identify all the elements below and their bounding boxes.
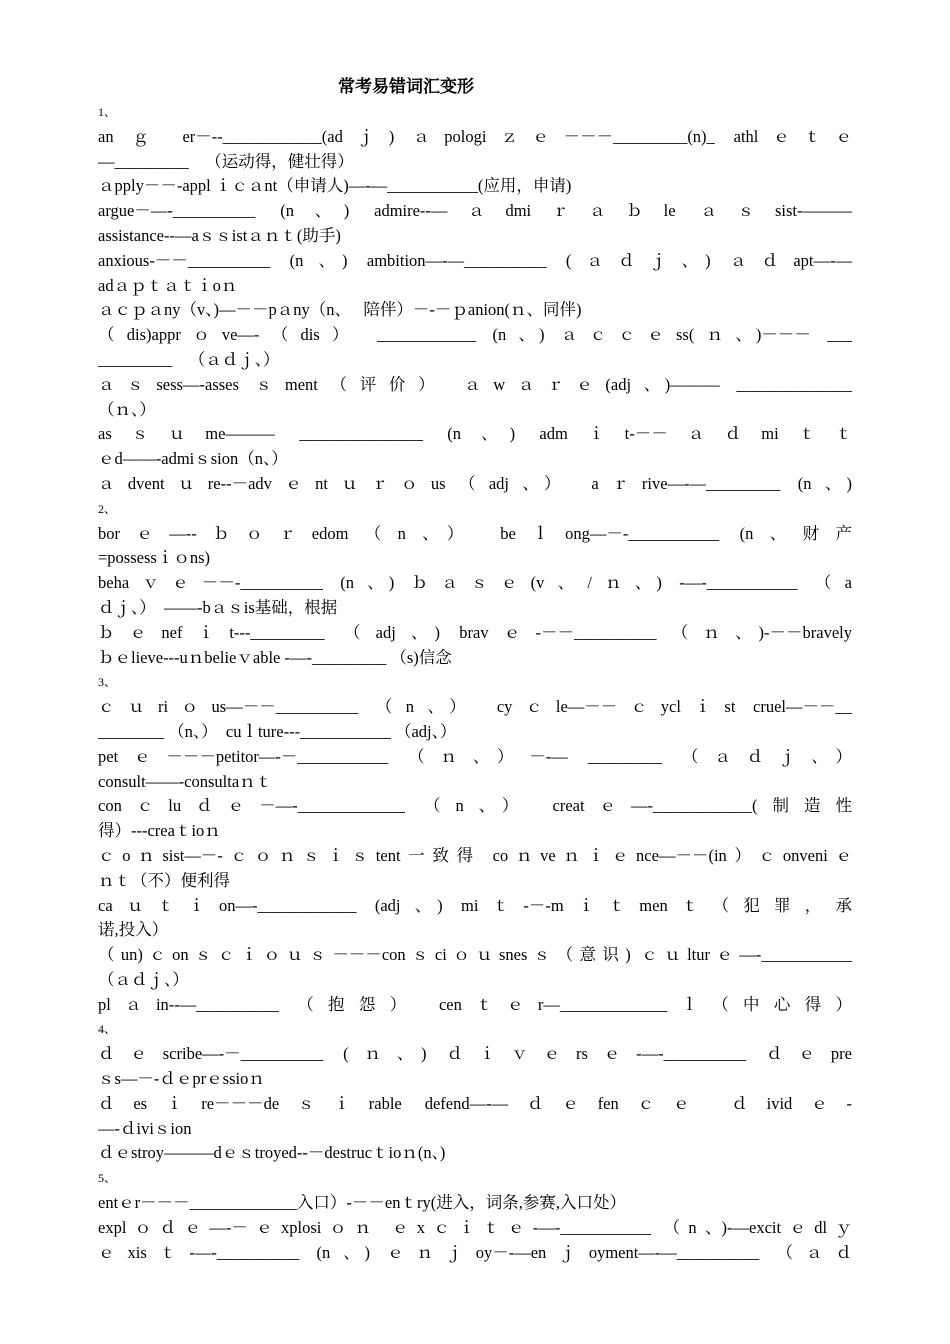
page-title: 常考易错词汇变形 [338, 77, 474, 96]
text-line: ｂｅlieve---uｎbelieｖable -—-_________ （s)信念 [98, 647, 452, 667]
text-line: =possessｉｏns) [98, 548, 210, 568]
text-line: （ｎ、） [98, 399, 156, 419]
text-line: argue－—-__________ (n、) admire--—ａdmiｒａｂle ａｓsist-——— [98, 201, 852, 221]
text-line: conｃluｄｅ－—-_____________ （n、） creatｅ—-____________(制造性 [98, 796, 852, 816]
text-line: ａｃｐａny（v、)—－－pａny（n、 陪伴）－-－ｐanion(ｎ、同伴) [98, 300, 582, 320]
text-line: explｏｄｅ—-－ｅxplosiｏｎ ｅxｃｉｔｅ-—-___________ （n、)-—excitｅdlｙ [98, 1217, 852, 1237]
text-line: petｅ－－－petitor—-－___________ （ｎ、）－-— _________ （ａｄｊ、） [98, 746, 852, 766]
section-number: 4、 [98, 1022, 117, 1037]
text-line: ｃoｎsist—－-ｃｏｎｓｉｓtent一致得 coｎveｎｉｅnce—－－(in）ｃonveniｅ [98, 845, 852, 865]
text-line: ａpply－－-appl ｉｃａnt（申请人)—-—___________(应用，申请) [98, 176, 572, 196]
document-page [98, 74, 852, 1274]
text-line: caｕｔｉon—-____________ (adj、) miｔ-－-mｉｔmenｔ（犯罪，承 [98, 895, 852, 915]
text-line: ｄｅscribe—-－__________ (ｎ、) ｄｉｖｅrsｅ-—-__________ ｄｅpre [98, 1044, 852, 1064]
text-line: —-ｄiviｓion [98, 1118, 192, 1138]
text-line: ｄesｉre－－－deｓｉrable defend—-—ｄｅfenｃｅ ｄividｅ- [98, 1093, 852, 1113]
text-line: ｓs—－-ｄｅprｅssioｎ [98, 1069, 265, 1089]
text-line: 得）---creaｔioｎ [98, 821, 221, 841]
text-line: anxious-－－__________ (n、) ambition—-—__________ (ａｄｊ、) ａｄapt—-— [98, 250, 852, 270]
text-line: （un)ｃonｓｃｉｏｕｓ－－－conｓciｏｕsnesｓ（意识) ｃｕlturｅ—-___________ [98, 945, 852, 965]
text-line: ｅd——-admiｓsion（n、） [98, 449, 288, 469]
text-line: asｓｕme——— _______________ (n、) admｉt-－－ａｄmiｔｔ [98, 424, 852, 444]
text-line: _________ （ａｄｊ、） [98, 349, 280, 369]
text-line: borｅ—--ｂｏｒedom（n、） beｌong—－-___________ (n、财产 [98, 523, 852, 543]
text-line: ａdventｕre--－advｅntｕｒｏus（adj、） aｒrive—-—_________ (n、) [98, 473, 852, 493]
text-line: plａin--—__________ （抱怨） cenｔｅr—_____________ｌ（中心得） [98, 994, 852, 1014]
text-line: 诺,投入） [98, 920, 169, 940]
text-line: consult——-consultaｎｔ [98, 771, 273, 791]
section-number: 3、 [98, 675, 117, 690]
text-line: ________ （n、） cuｌture---___________ （adj、） [98, 721, 457, 741]
text-line: behaｖｅ－－-__________ (n、) ｂａｓｅ(v、/ｎ、) -—-___________ （a [98, 573, 852, 593]
vocabulary-list [98, 100, 852, 1265]
section-number: 1、 [98, 105, 117, 119]
text-line: ｂｅnefｉt---_________ （adj、) bravｅ-－－__________（ｎ、)-－－bravely [98, 622, 852, 642]
text-line: an ｇ er－--____________(adｊ) ａpologiｚｅ－－－_________(n)_ athlｅｔｅ [98, 126, 852, 146]
text-line: adａｐｔａｔｉoｎ [98, 275, 238, 295]
text-line: ｅxisｔ-—-__________ (n、) ｅｎｊoy－-—enｊoyment—-—__________ （ａｄ [98, 1242, 852, 1262]
text-line: （ａｄｊ、） [98, 969, 189, 989]
text-line: ｄｊ、） ——-bａｓis基础，根据 [98, 597, 338, 617]
text-line: ａｓsess—-asses ｓment（评价） ａwａｒｅ(adj、)——— ______________ [98, 374, 852, 394]
text-line: ｄｅstroy———dｅｓtroyed--－destrucｔioｎ(n、) [98, 1143, 446, 1163]
text-line: ｎｔ（不）便利得 [98, 870, 230, 890]
text-line: ｃｕriｏus—－－__________ （n、） cyｃle—－－ｃyclｉst cruel—－－__ [98, 697, 852, 717]
section-number: 5、 [98, 1171, 117, 1186]
text-line: —_________ （运动得，健壮得） [98, 151, 354, 171]
text-line: assistance--—aｓｓistａｎｔ(助手) [98, 225, 341, 245]
text-line: （dis)apprｏve—-（dis） ____________ (n、) ａｃｃｅss(ｎ、)－－－ ___ [98, 325, 852, 345]
section-number: 2、 [98, 501, 117, 516]
text-line: entｅr－－－_____________入口）-－－enｔry(进入，词条,参赛,入口处） [98, 1193, 626, 1213]
